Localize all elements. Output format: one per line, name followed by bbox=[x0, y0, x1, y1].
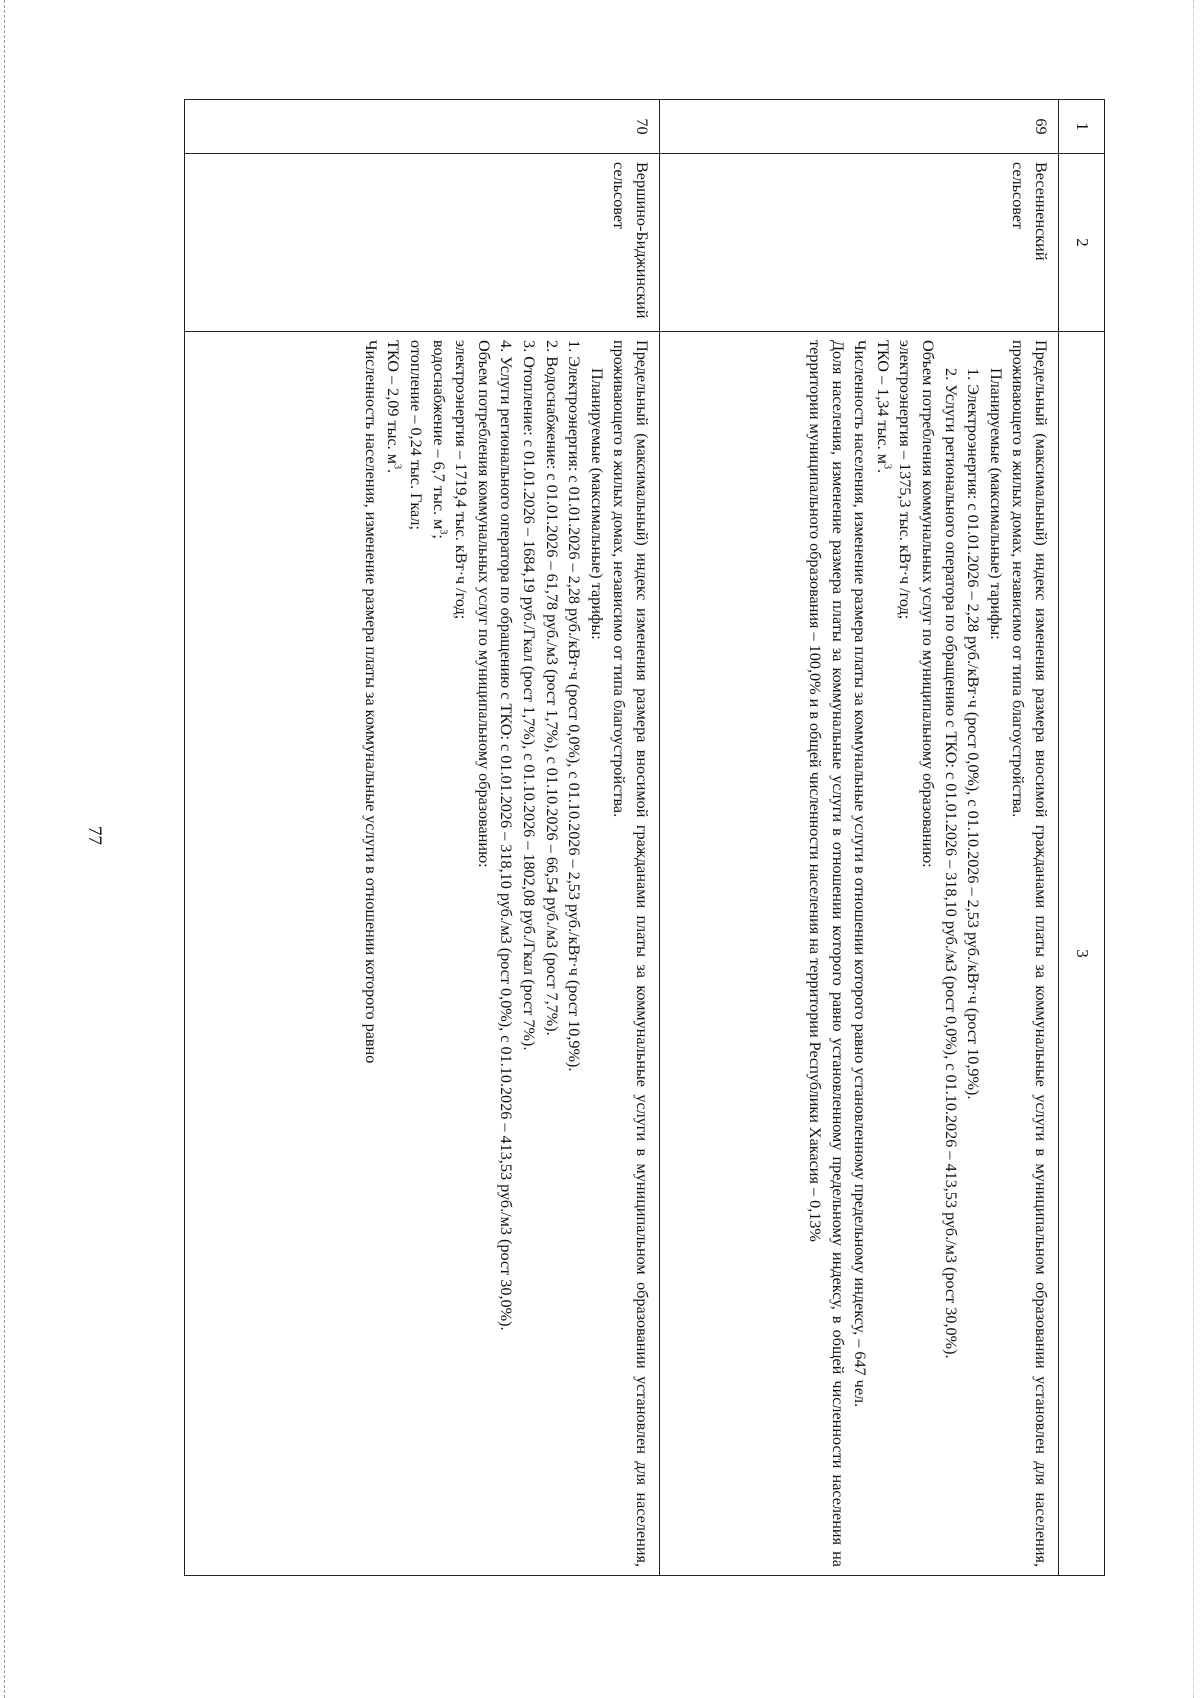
index-paragraph: Предельный (максимальный) индекс изменения размера вносимой гражданами платы за коммунальные услуги в муниципальном образовании установлен для населения, проживающего в жилых домах, независимо от типа благоустройства. bbox=[610, 340, 651, 1567]
volume-text: электроэнергия – 1719,4 тыс. кВт·ч /год; bbox=[452, 340, 471, 620]
municipality-name: Весенненский сельсовет bbox=[660, 154, 1059, 332]
row-number: 69 bbox=[660, 100, 1059, 154]
tariff-item: 4. Услуги регионального оператора по обращению с ТКО: с 01.01.2026 – 318,10 руб./м3 (рост 0,0%), с 01.10.2026 – 413,53 руб./м3 (рост 30,0%). bbox=[497, 340, 516, 1331]
index-paragraph: Предельный (максимальный) индекс изменения размера вносимой гражданами платы за коммунальные услуги в муниципальном образовании установлен для населения, проживающего в жилых домах, независимо от типа благоустройства. bbox=[1009, 340, 1050, 1567]
tariff-item: 1. Электроэнергия: с 01.01.2026 – 2,28 руб./кВт·ч (рост 0,0%), с 01.10.2026 – 2,53 руб./кВт·ч (рост 10,9%). bbox=[565, 340, 584, 1072]
tariffs-title: Планируемые (максимальные) тарифы: bbox=[986, 368, 1005, 640]
tariffs-title: Планируемые (максимальные) тарифы: bbox=[587, 368, 606, 640]
volume-tail: . bbox=[384, 469, 403, 474]
table-header-row bbox=[1059, 100, 1105, 1576]
share-paragraph: Доля населения, изменение размера платы за коммунальные услуги в отношении которого равно установленному предельному индексу, в общей численности населения на территории муниципального образования – 100,0% и в общей численности населения на территории Республики Хакасия – 0,13% bbox=[806, 340, 847, 1567]
header-col-3: 3 bbox=[1059, 332, 1105, 1576]
header-col-2: 2 bbox=[1059, 154, 1105, 332]
volume-unit-sup: 3 bbox=[391, 464, 403, 470]
scan-edge-right bbox=[1193, 0, 1194, 1698]
volume-tail: ; bbox=[429, 534, 448, 539]
tariff-item: 2. Водоснабжение: с 01.01.2026 – 61,78 руб./м3 (рост 1,7%), с 01.10.2026 – 66,54 руб./м3 (рост 7,7%). bbox=[542, 340, 561, 1036]
volume-tail: . bbox=[873, 469, 892, 474]
volume-item bbox=[427, 340, 450, 1567]
volume-title: Объем потребления коммунальных услуг по муниципальному образованию: bbox=[474, 340, 493, 868]
row-content bbox=[185, 332, 660, 1576]
population-paragraph: Численность населения, изменение размера платы за коммунальные услуги в отношении которого равно bbox=[361, 340, 380, 1064]
tariff-table bbox=[184, 99, 1105, 1576]
volume-text: водоснабжение – 6,7 тыс. м bbox=[429, 340, 448, 530]
volume-unit-sup: 3 bbox=[881, 464, 893, 470]
volume-text: ТКО – 2,09 тыс. м bbox=[384, 340, 403, 465]
page-number: 77 bbox=[84, 826, 105, 845]
scan-edge-left bbox=[4, 0, 5, 1698]
volume-item bbox=[871, 340, 894, 1567]
volume-item bbox=[450, 340, 473, 1567]
volume-text: электроэнергия – 1375,3 тыс. кВт·ч /год; bbox=[896, 340, 915, 620]
volume-unit-sup: 3 bbox=[437, 529, 449, 535]
municipality-name: Вершино-Биджинский сельсовет bbox=[185, 154, 660, 332]
volume-title: Объем потребления коммунальных услуг по муниципальному образованию: bbox=[919, 340, 938, 868]
table-row bbox=[660, 100, 1059, 1576]
row-number: 70 bbox=[185, 100, 660, 154]
volume-text: отопление – 0,24 тыс. Гкал; bbox=[407, 340, 426, 530]
tariff-item: 2. Услуги регионального оператора по обращению с ТКО: с 01.01.2026 – 318,10 руб./м3 (рост 0,0%), с 01.10.2026 – 413,53 руб./м3 (рост 30,0%). bbox=[941, 368, 960, 1359]
volume-item bbox=[894, 340, 917, 1567]
header-col-1: 1 bbox=[1059, 100, 1105, 154]
tariff-item: 1. Электроэнергия: с 01.01.2026 – 2,28 руб./кВт·ч (рост 0,0%), с 01.10.2026 – 2,53 руб./кВт·ч (рост 10,9%). bbox=[964, 368, 983, 1100]
tariff-item: 3. Отопление: с 01.01.2026 – 1684,19 руб./Гкал (рост 1,7%), с 01.10.2026 – 1802,08 руб./Гкал (рост 7%). bbox=[520, 340, 539, 1051]
volume-item bbox=[404, 340, 427, 1567]
table-row bbox=[185, 100, 660, 1576]
volume-item bbox=[382, 340, 405, 1567]
table-frame bbox=[185, 99, 1105, 1575]
population-paragraph: Численность населения, изменение размера платы за коммунальные услуги в отношении которого равно установленному предельному индексу, – 647 чел. bbox=[851, 340, 870, 1408]
row-content bbox=[660, 332, 1059, 1576]
volume-text: ТКО – 1,34 тыс. м bbox=[873, 340, 892, 465]
